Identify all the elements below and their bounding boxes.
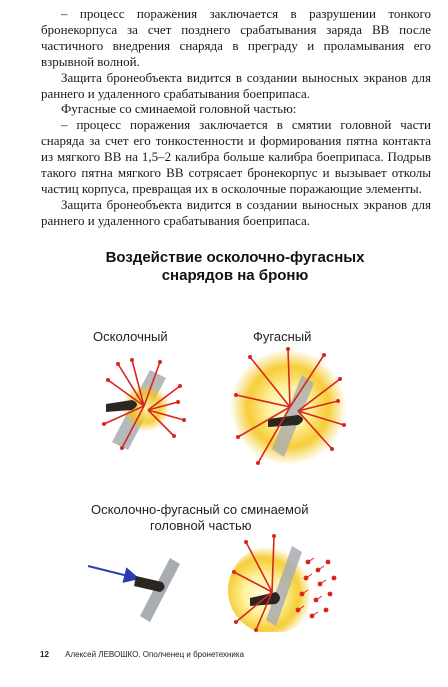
caption-hesh-line-1: Осколочно-фугасный со сминаемой [91, 502, 309, 517]
body-text [41, 6, 431, 229]
paragraph-4: – процесс поражения заключается в смятии головной части снаряда за счет его тонкостенности и формирования пятна контакта из мягкого ВВ на 1,5–2 калибра больше калибра боеприпаса. Подрыв такого пятна мягкого ВВ сотрясает бронекорпус и вызывает отколы частиц корпуса, превращая их в осколочные поражающие элементы. [41, 117, 431, 196]
page-number: 12 [40, 650, 49, 659]
running-title: Алексей ЛЕВОШКО. Ополченец и бронетехника [65, 650, 245, 659]
paragraph-2: Защита бронеобъекта видится в создании выносных экранов для раннего и удаленного срабатывания боеприпаса. [41, 69, 431, 101]
page-footer [40, 650, 244, 659]
caption-fragmentation: Осколочный [93, 329, 168, 344]
figure-heading-line-1: Воздействие осколочно-фугасных [105, 249, 365, 266]
caption-blast: Фугасный [253, 329, 312, 344]
figure-heading-line-2: снарядов на броню [161, 267, 309, 284]
paragraph-5: Защита бронеобъекта видится в создании выносных экранов для раннего и удаленного срабатывания боеприпаса. [41, 196, 431, 228]
paragraph-1: – процесс поражения заключается в разрушении тонкого бронекорпуса за счет позднего срабатывания заряда ВВ после частичного внедрения снаряда в преграду и проламывания его взрывной волной. [41, 6, 431, 69]
hesh-detonation-illustration [228, 532, 348, 632]
figure-heading [40, 249, 430, 285]
paragraph-3: Фугасные со сминаемой головной частью: [61, 101, 297, 117]
fragmentation-illustration [88, 350, 198, 460]
caption-hesh-line-2: головной частью [150, 518, 252, 533]
blast-illustration [228, 345, 353, 470]
hesh-approach-illustration [84, 548, 194, 626]
trajectory-arrow [88, 566, 136, 578]
